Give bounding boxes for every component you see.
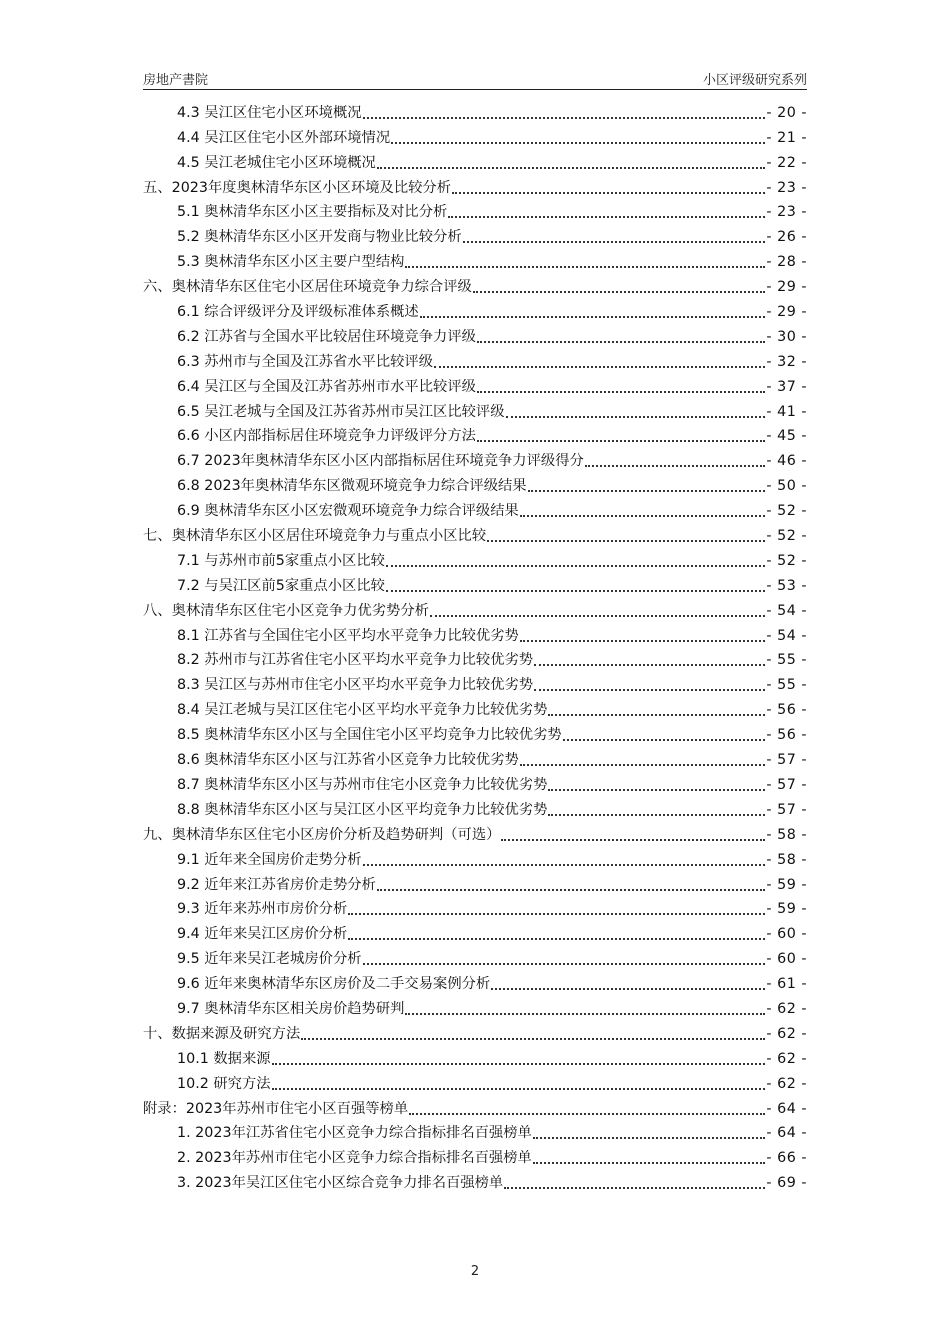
toc-entry-page: - 62 - (766, 1075, 807, 1092)
toc-entry-label: 五、2023年度奥林清华东区小区环境及比较分析 (143, 179, 452, 196)
toc-entry-page: - 52 - (766, 528, 807, 545)
toc-entry[interactable] (143, 596, 807, 621)
toc-entry[interactable] (143, 322, 807, 347)
toc-entry-page: - 54 - (766, 627, 807, 644)
toc-entry-page: - 57 - (766, 801, 807, 818)
toc-entry-page: - 61 - (766, 976, 807, 993)
toc-leader-dots (528, 490, 766, 492)
toc-entry[interactable] (143, 1119, 807, 1144)
toc-leader-dots (563, 739, 766, 741)
toc-entry-page: - 66 - (766, 1150, 807, 1167)
toc-entry-page: - 55 - (766, 677, 807, 694)
toc-entry-label: 4.5 吴江老城住宅小区环境概况 (177, 154, 376, 171)
toc-entry-label: 6.6 小区内部指标居住环境竞争力评级评分方法 (177, 428, 476, 445)
toc-leader-dots (477, 341, 765, 343)
toc-leader-dots (363, 117, 766, 119)
header-publisher: 房地产書院 (143, 73, 209, 88)
toc-entry-label: 8.8 奥林清华东区小区与吴江区小区平均竞争力比较优劣势 (177, 801, 548, 818)
toc-entry-page: - 64 - (766, 1100, 807, 1117)
toc-entry[interactable] (143, 98, 807, 123)
toc-entry[interactable] (143, 994, 807, 1019)
toc-entry-page: - 56 - (766, 727, 807, 744)
toc-entry-label: 8.2 苏州市与江苏省住宅小区平均水平竞争力比较优劣势 (177, 652, 534, 669)
toc-entry-page: - 37 - (766, 378, 807, 395)
toc-leader-dots (533, 1162, 766, 1164)
toc-entry-label: 10.2 研究方法 (177, 1075, 271, 1092)
toc-leader-dots (520, 515, 766, 517)
toc-entry-page: - 54 - (766, 602, 807, 619)
toc-entry[interactable] (143, 745, 807, 770)
toc-entry-page: - 59 - (766, 876, 807, 893)
toc-entry-page: - 41 - (766, 403, 807, 420)
toc-entry[interactable] (143, 247, 807, 272)
toc-leader-dots (520, 764, 766, 766)
toc-leader-dots (363, 864, 766, 866)
toc-entry[interactable] (143, 870, 807, 895)
toc-entry-page: - 58 - (766, 851, 807, 868)
toc-entry[interactable] (143, 820, 807, 845)
toc-leader-dots (391, 142, 765, 144)
toc-leader-dots (548, 814, 765, 816)
toc-entry-label: 8.7 奥林清华东区小区与苏州市住宅小区竞争力比较优劣势 (177, 776, 548, 793)
toc-entry[interactable] (143, 446, 807, 471)
toc-leader-dots (272, 1063, 766, 1065)
toc-entry-page: - 60 - (766, 951, 807, 968)
toc-entry-page: - 23 - (766, 204, 807, 221)
toc-leader-dots (420, 316, 766, 318)
toc-leader-dots (363, 963, 766, 965)
toc-leader-dots (520, 640, 766, 642)
toc-entry[interactable] (143, 372, 807, 397)
toc-entry-page: - 50 - (766, 478, 807, 495)
toc-leader-dots (548, 789, 765, 791)
toc-entry-page: - 62 - (766, 1025, 807, 1042)
toc-entry-page: - 57 - (766, 752, 807, 769)
toc-entry-page: - 23 - (766, 179, 807, 196)
toc-entry[interactable] (143, 471, 807, 496)
toc-entry-label: 5.2 奥林清华东区小区开发商与物业比较分析 (177, 229, 462, 246)
toc-entry-label: 9.2 近年来江苏省房价走势分析 (177, 876, 376, 893)
toc-entry-label: 1. 2023年江苏省住宅小区竞争力综合指标排名百强榜单 (177, 1125, 532, 1142)
toc-entry-label: 六、奥林清华东区住宅小区居住环境竞争力综合评级 (143, 279, 472, 296)
toc-entry-label: 6.2 江苏省与全国水平比较居住环境竞争力评级 (177, 328, 476, 345)
toc-entry[interactable] (143, 919, 807, 944)
toc-leader-dots (348, 938, 765, 940)
toc-entry-page: - 57 - (766, 776, 807, 793)
toc-entry[interactable] (143, 670, 807, 695)
toc-entry-label: 附录：2023年苏州市住宅小区百强等榜单 (143, 1100, 409, 1117)
toc-entry-page: - 20 - (766, 104, 807, 121)
toc-entry-page: - 62 - (766, 1000, 807, 1017)
toc-entry-label: 6.7 2023年奥林清华东区小区内部指标居住环境竞争力评级得分 (177, 453, 584, 470)
toc-entry-page: - 29 - (766, 279, 807, 296)
toc-entry[interactable] (143, 397, 807, 422)
toc-leader-dots (448, 216, 765, 218)
toc-entry-label: 8.4 吴江老城与吴江区住宅小区平均水平竞争力比较优劣势 (177, 702, 548, 719)
toc-entry-label: 5.1 奥林清华东区小区主要指标及对比分析 (177, 204, 448, 221)
toc-entry[interactable] (143, 521, 807, 546)
toc-entry-label: 9.3 近年来苏州市房价分析 (177, 901, 348, 918)
toc-entry[interactable] (143, 1069, 807, 1094)
toc-entry-page: - 53 - (766, 577, 807, 594)
toc-entry-label: 八、奥林清华东区住宅小区竞争力优劣势分析 (143, 602, 429, 619)
toc-leader-dots (534, 664, 765, 666)
toc-leader-dots (533, 1137, 766, 1139)
toc-entry[interactable] (143, 148, 807, 173)
toc-entry[interactable] (143, 944, 807, 969)
toc-leader-dots (409, 1113, 765, 1115)
toc-entry-page: - 22 - (766, 154, 807, 171)
toc-entry-page: - 59 - (766, 901, 807, 918)
toc-entry-label: 9.1 近年来全国房价走势分析 (177, 851, 362, 868)
toc-entry[interactable] (143, 1143, 807, 1168)
toc-entry-page: - 32 - (766, 353, 807, 370)
toc-entry-page: - 52 - (766, 552, 807, 569)
toc-entry-page: - 45 - (766, 428, 807, 445)
toc-leader-dots (477, 391, 765, 393)
toc-entry-label: 7.1 与苏州市前5家重点小区比较 (177, 552, 385, 569)
toc-entry[interactable] (143, 1094, 807, 1119)
toc-leader-dots (491, 988, 765, 990)
toc-leader-dots (463, 241, 766, 243)
toc-entry[interactable] (143, 297, 807, 322)
toc-leader-dots (477, 440, 765, 442)
toc-entry-label: 6.9 奥林清华东区小区宏微观环境竞争力综合评级结果 (177, 503, 519, 520)
toc-entry-page: - 55 - (766, 652, 807, 669)
toc-leader-dots (452, 192, 765, 194)
toc-entry-label: 9.4 近年来吴江区房价分析 (177, 926, 348, 943)
toc-entry[interactable] (143, 646, 807, 671)
toc-entry[interactable] (143, 845, 807, 870)
toc-entry-page: - 21 - (766, 129, 807, 146)
toc-leader-dots (386, 565, 765, 567)
toc-entry-page: - 30 - (766, 328, 807, 345)
toc-entry-page: - 60 - (766, 926, 807, 943)
toc-entry[interactable] (143, 496, 807, 521)
toc-leader-dots (301, 1038, 765, 1040)
toc-entry-label: 九、奥林清华东区住宅小区房价分析及趋势研判（可选） (143, 826, 501, 843)
toc-entry-label: 6.4 吴江区与全国及江苏省苏州市水平比较评级 (177, 378, 476, 395)
toc-entry[interactable] (143, 895, 807, 920)
header-series-title: 小区评级研究系列 (702, 73, 807, 88)
toc-entry-label: 9.7 奥林清华东区相关房价趋势研判 (177, 1000, 405, 1017)
table-of-contents (143, 98, 807, 1193)
toc-entry-label: 9.5 近年来吴江老城房价分析 (177, 951, 362, 968)
toc-entry[interactable] (143, 422, 807, 447)
toc-entry-label: 十、数据来源及研究方法 (143, 1025, 301, 1042)
toc-entry[interactable] (143, 795, 807, 820)
toc-entry[interactable] (143, 222, 807, 247)
toc-entry[interactable] (143, 347, 807, 372)
toc-entry[interactable] (143, 198, 807, 223)
toc-leader-dots (487, 540, 765, 542)
toc-entry[interactable] (143, 571, 807, 596)
toc-entry[interactable] (143, 969, 807, 994)
toc-entry-label: 6.8 2023年奥林清华东区微观环境竞争力综合评级结果 (177, 478, 527, 495)
toc-entry-label: 6.5 吴江老城与全国及江苏省苏州市吴江区比较评级 (177, 403, 505, 420)
toc-entry-label: 6.1 综合评级评分及评级标准体系概述 (177, 304, 419, 321)
toc-entry-label: 4.3 吴江区住宅小区环境概况 (177, 104, 362, 121)
toc-entry-label: 8.6 奥林清华东区小区与江苏省小区竞争力比较优劣势 (177, 752, 519, 769)
toc-entry-label: 7.2 与吴江区前5家重点小区比较 (177, 577, 385, 594)
toc-entry[interactable] (143, 695, 807, 720)
toc-leader-dots (377, 889, 766, 891)
toc-leader-dots (434, 366, 765, 368)
toc-entry-page: - 56 - (766, 702, 807, 719)
toc-entry[interactable] (143, 123, 807, 148)
toc-entry-page: - 28 - (766, 254, 807, 271)
toc-entry-page: - 64 - (766, 1125, 807, 1142)
toc-leader-dots (501, 839, 765, 841)
toc-entry-label: 10.1 数据来源 (177, 1050, 271, 1067)
toc-entry-label: 5.3 奥林清华东区小区主要户型结构 (177, 254, 405, 271)
toc-entry-label: 3. 2023年吴江区住宅小区综合竞争力排名百强榜单 (177, 1175, 504, 1192)
toc-entry-label: 8.3 吴江区与苏州市住宅小区平均水平竞争力比较优劣势 (177, 677, 534, 694)
toc-entry[interactable] (143, 770, 807, 795)
toc-entry-label: 8.1 江苏省与全国住宅小区平均水平竞争力比较优劣势 (177, 627, 519, 644)
toc-entry-label: 2. 2023年苏州市住宅小区竞争力综合指标排名百强榜单 (177, 1150, 532, 1167)
toc-entry-label: 七、奥林清华东区小区居住环境竞争力与重点小区比较 (143, 528, 487, 545)
toc-entry[interactable] (143, 272, 807, 297)
toc-entry-page: - 58 - (766, 826, 807, 843)
toc-entry[interactable] (143, 1168, 807, 1193)
toc-entry-label: 6.3 苏州市与全国及江苏省水平比较评级 (177, 353, 434, 370)
toc-entry[interactable] (143, 1019, 807, 1044)
toc-entry[interactable] (143, 621, 807, 646)
toc-entry-page: - 46 - (766, 453, 807, 470)
toc-entry-page: - 69 - (766, 1175, 807, 1192)
toc-leader-dots (377, 167, 766, 169)
toc-leader-dots (348, 913, 765, 915)
toc-entry-label: 8.5 奥林清华东区小区与全国住宅小区平均竞争力比较优劣势 (177, 727, 562, 744)
toc-entry-label: 9.6 近年来奥林清华东区房价及二手交易案例分析 (177, 976, 491, 993)
page-number: 2 (470, 1264, 480, 1279)
toc-entry-page: - 52 - (766, 503, 807, 520)
toc-entry-page: - 26 - (766, 229, 807, 246)
toc-leader-dots (585, 465, 766, 467)
toc-leader-dots (405, 1013, 765, 1015)
toc-entry-page: - 29 - (766, 304, 807, 321)
toc-entry[interactable] (143, 546, 807, 571)
toc-leader-dots (386, 590, 765, 592)
toc-leader-dots (473, 291, 766, 293)
toc-entry-label: 4.4 吴江区住宅小区外部环境情况 (177, 129, 391, 146)
toc-leader-dots (534, 689, 765, 691)
toc-leader-dots (430, 615, 765, 617)
toc-leader-dots (405, 266, 765, 268)
toc-leader-dots (272, 1088, 766, 1090)
toc-leader-dots (506, 416, 766, 418)
toc-leader-dots (548, 714, 765, 716)
toc-leader-dots (504, 1187, 765, 1189)
toc-entry[interactable] (143, 173, 807, 198)
toc-entry[interactable] (143, 720, 807, 745)
toc-entry[interactable] (143, 1044, 807, 1069)
toc-entry-page: - 62 - (766, 1050, 807, 1067)
page-header (143, 67, 807, 90)
